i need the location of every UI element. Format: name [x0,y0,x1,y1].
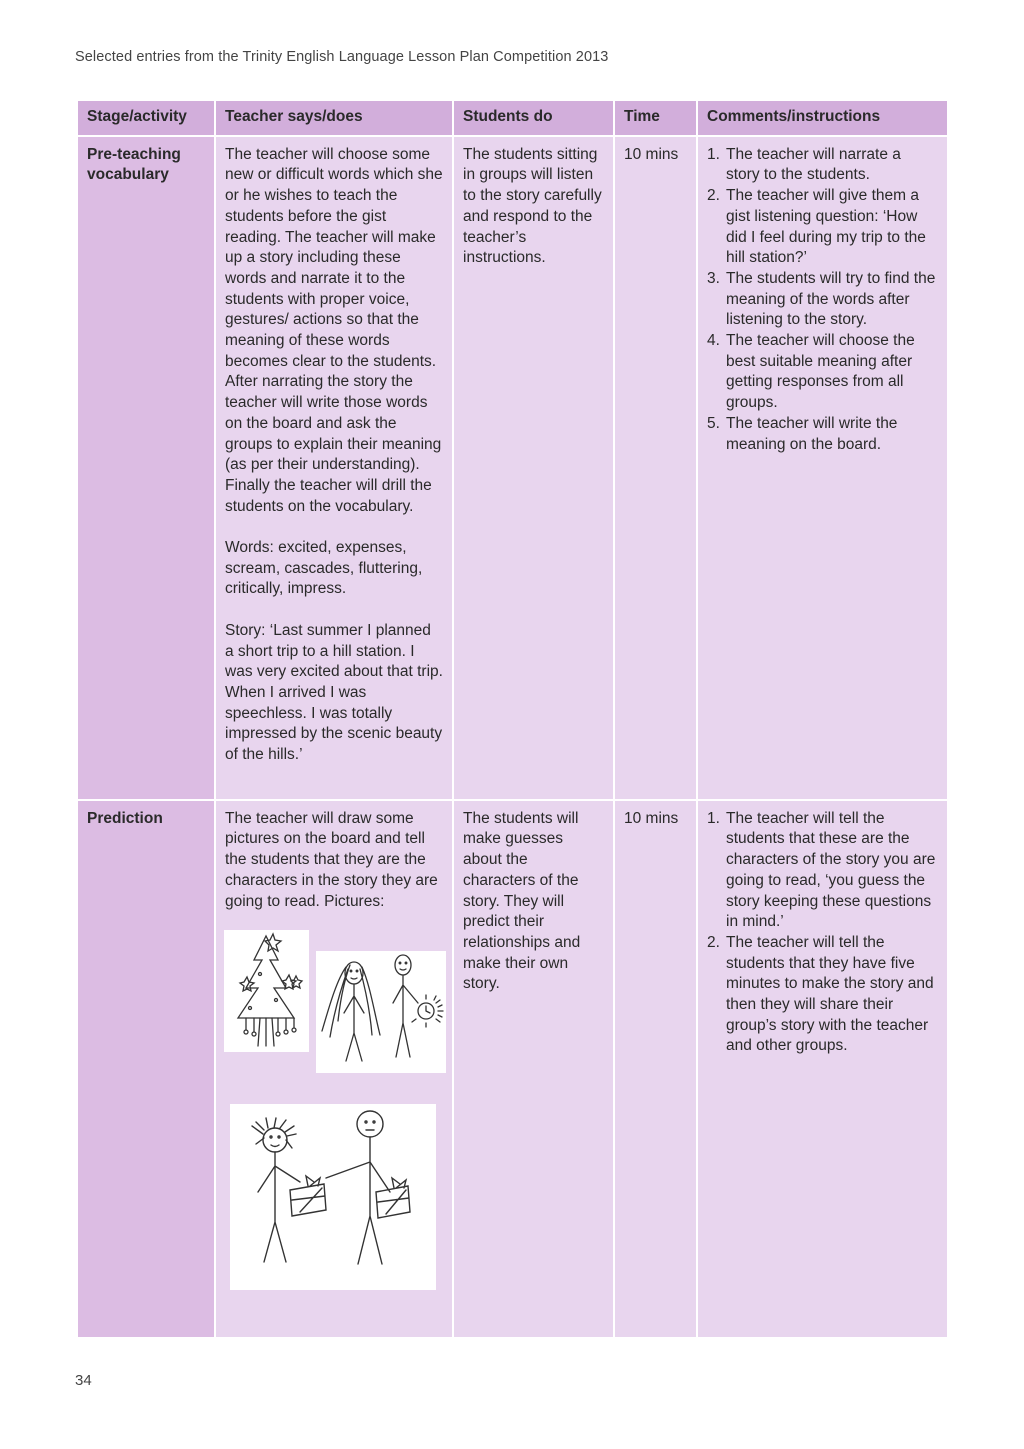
list-item: 1. The teacher will tell the students that these are the characters of the story you are going to read, ‘you guess the story keeping these questions in mind.’ [707,809,936,931]
stage-cell [77,800,215,1338]
teacher-cell [215,800,453,1338]
two-people-exchanging-gifts-drawing [230,1104,436,1290]
column-header-comments: Comments/instructions [697,100,948,136]
running-title: Selected entries from the Trinity English Language Lesson Plan Competition 2013 [75,49,609,65]
time-text: 10 mins [624,145,679,163]
comments-cell [697,800,948,1338]
students-text: The students sitting in groups will listen to the story carefully and respond to the teacher’s instructions. [463,145,602,267]
teacher-text: The teacher will choose some new or difficult words which she or he wishes to teach the students before the gist reading. The teacher will make up a story including these words and narrate it to the students with proper voice, gestures/ actions so that the meaning of these words becomes clear to the students. After narrating the story the teacher will write those words on the board and ask the groups to explain their meaning (as per their understanding). Finally the teacher will drill the students on the vocabulary. [225,145,443,515]
list-item: 2. The teacher will tell the students that they have five minutes to make the story and then they will share their group’s story with the teacher and other groups. [707,933,934,1055]
list-item: 3. The students will try to find the meaning of the words after listening to the story. [707,269,936,329]
teacher-cell [215,136,453,800]
time-text: 10 mins [624,809,679,827]
story-text: Story: ‘Last summer I planned a short trip to a hill station. I was very excited about that trip. When I arrived I was speechless. I was totally impressed by the scenic beauty of the hills.’ [225,621,443,764]
stage-label: Prediction [87,809,163,827]
instruction-list [707,809,938,1057]
teacher-text: The teacher will draw some pictures on the board and tell the students that they are the characters in the story they are going to read. Pictures: [225,809,438,910]
list-item: 2. The teacher will give them a gist listening question: ‘How did I feel during my trip to the hill station?’ [707,187,926,267]
time-cell [614,800,697,1338]
list-item: 5. The teacher will write the meaning on the board. [707,414,898,453]
stage-label: Pre-teaching vocabulary [87,145,181,184]
students-cell [453,800,614,1338]
table-header-row [77,100,948,136]
stage-cell [77,136,215,800]
time-cell [614,136,697,800]
table-row [77,136,948,800]
list-item: 1. The teacher will narrate a story to the students. [707,145,901,184]
christmas-tree-drawing [224,930,309,1052]
girl-and-boy-with-clock-drawing [316,951,446,1073]
comments-cell [697,136,948,800]
list-item: 4. The teacher will choose the best suitable meaning after getting responses from all groups. [707,332,915,412]
page-number: 34 [75,1372,92,1389]
column-header-stage: Stage/activity [77,100,215,136]
students-cell [453,136,614,800]
lesson-plan-table [76,99,949,1339]
instruction-list [707,145,938,456]
vocabulary-words: Words: excited, expenses, scream, cascades, fluttering, critically, impress. [225,539,423,598]
pictures-area [225,930,443,1315]
table-row [77,800,948,1338]
column-header-students: Students do [453,100,614,136]
column-header-time: Time [614,100,697,136]
column-header-teacher: Teacher says/does [215,100,453,136]
students-text: The students will make guesses about the characters of the story. They will predict their relationships and make their own story. [463,809,581,993]
